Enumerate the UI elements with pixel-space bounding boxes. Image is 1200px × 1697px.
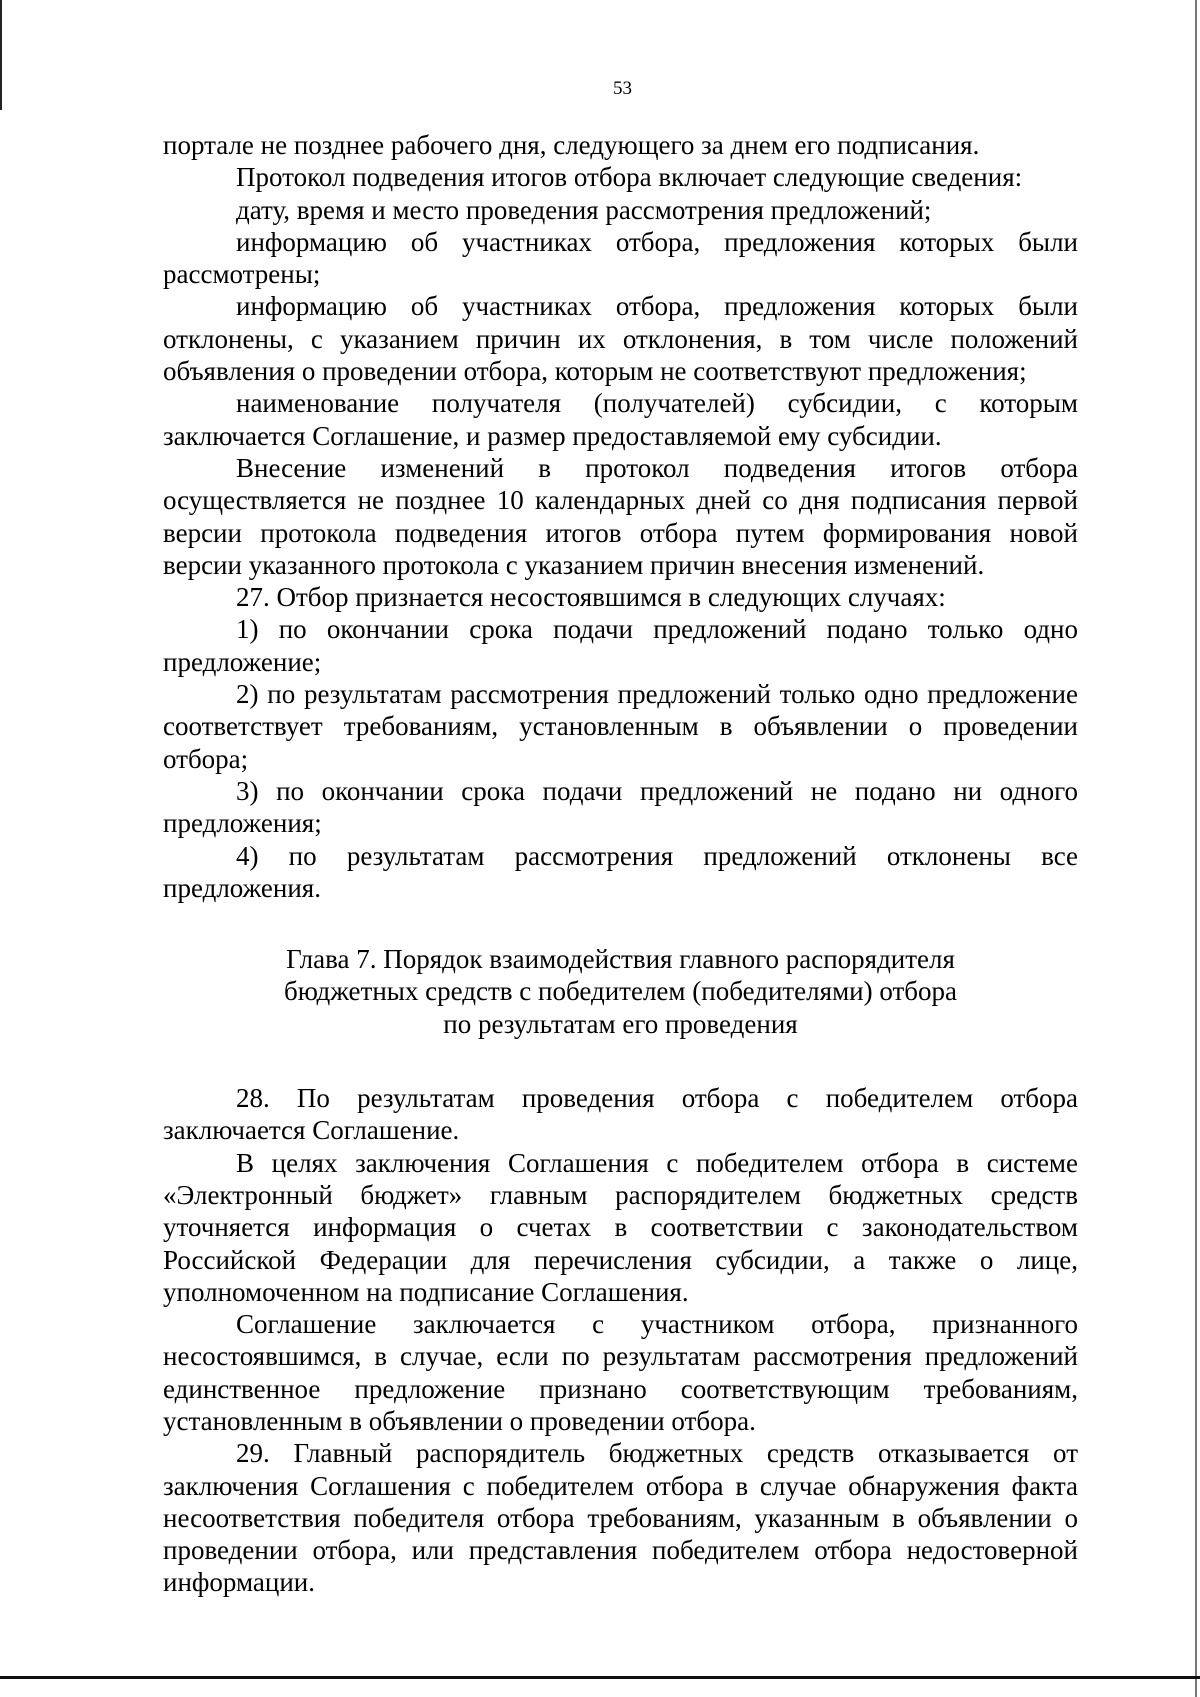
paragraph: 29. Главный распорядитель бюджетных средств отказывается от заключения Соглашения с победителем отбора в случае обнаружения факта несоответствия победителя отбора требованиям, указанным в объявлении о проведении отбора, или представления победителем отбора недостоверной информации. [163, 1438, 1078, 1598]
scan-edge-right [1195, 0, 1197, 1697]
paragraph: В целях заключения Соглашения с победителем отбора в системе «Электронный бюджет» главным распорядителем бюджетных средств уточняется информация о счетах в соответствии с законодательством Российской Федерации для перечисления субсидии, а также о лице, уполномоченном на подписание Соглашения. [163, 1147, 1078, 1307]
chapter-heading-line: по результатам его проведения [443, 1008, 798, 1039]
paragraph: информацию об участниках отбора, предложения которых были отклонены, с указанием причин их отклонения, в том числе положений объявления о проведении отбора, которым не соответствуют предложения; [163, 291, 1078, 387]
paragraph: Соглашение заключается с участником отбора, признанного несостоявшимся, в случае, если по результатам рассмотрения предложений единственное предложение признано соответствующим требованиям, установленным в объявлении о проведении отбора. [163, 1309, 1078, 1436]
paragraph: 28. По результатам проведения отбора с победителем отбора заключается Соглашение. [163, 1083, 1078, 1146]
chapter-heading [163, 943, 1078, 1040]
list-item: 1) по окончании срока подачи предложений подано только одно предложение; [163, 614, 1078, 677]
document-body [163, 129, 1078, 1599]
paragraph: портале не позднее рабочего дня, следующего за днем его подписания. [163, 130, 980, 160]
section-before-heading [163, 129, 1078, 904]
section-after-heading [163, 1082, 1078, 1599]
list-item: 3) по окончании срока подачи предложений не подано ни одного предложения; [163, 775, 1078, 839]
paragraph: информацию об участниках отбора, предложения которых были рассмотрены; [163, 226, 1078, 290]
list-item: 2) по результатам рассмотрения предложений только одно предложение соответствует требованиям, установленным в объявлении о проведении отбора; [163, 679, 1078, 774]
chapter-heading-line: Глава 7. Порядок взаимодействия главного распорядителя [286, 944, 955, 975]
paragraph: дату, время и место проведения рассмотрения предложений; [236, 194, 932, 225]
list-item: 4) по результатам рассмотрения предложений отклонены все предложения. [163, 840, 1078, 903]
chapter-heading-line: бюджетных средств с победителем (победителями) отбора [283, 976, 958, 1007]
paragraph: наименование получателя (получателей) субсидии, с которым заключается Соглашение, и размер предоставляемой ему субсидии. [163, 388, 1078, 451]
paragraph: Протокол подведения итогов отбора включает следующие сведения: [236, 162, 1023, 193]
paragraph: Внесение изменений в протокол подведения итогов отбора осуществляется не позднее 10 календарных дней со дня подписания первой версии протокола подведения итогов отбора путем формирования новой версии указанного протокола с указанием причин внесения изменений. [163, 452, 1078, 580]
paragraph: 27. Отбор признается несостоявшимся в следующих случаях: [236, 582, 946, 613]
scan-edge-bottom [0, 1676, 1200, 1679]
page-number: 53 [613, 78, 632, 99]
